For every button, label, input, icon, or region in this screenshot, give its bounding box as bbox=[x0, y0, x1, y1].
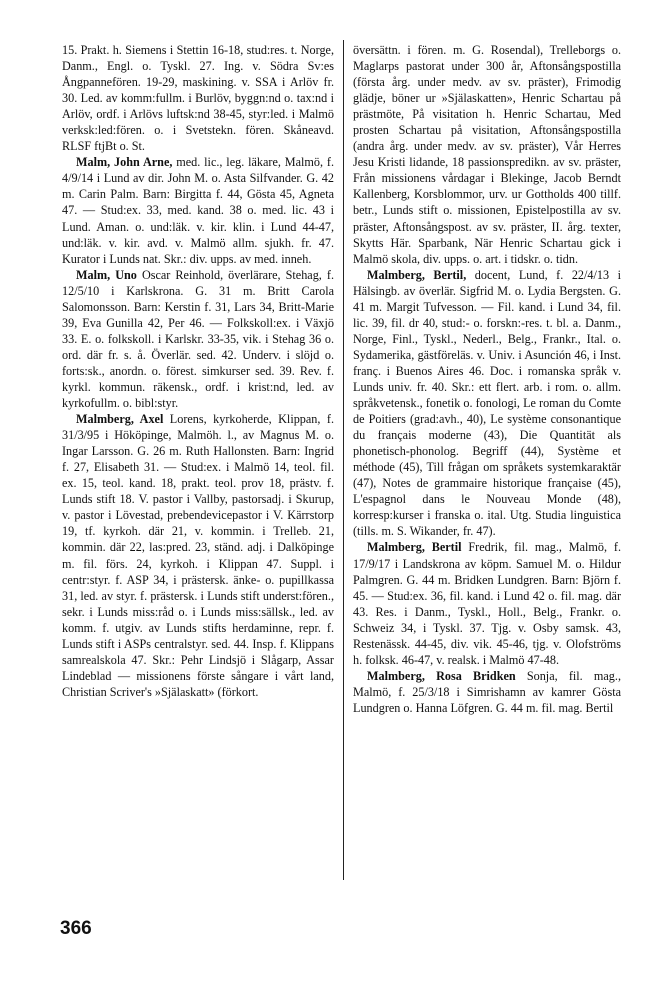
page-number: 366 bbox=[60, 918, 92, 939]
biographical-entry bbox=[62, 154, 334, 266]
column-divider bbox=[343, 40, 344, 880]
entry-name: Malmberg, Bertil, bbox=[367, 267, 467, 282]
entry-text: med. lic., leg. läkare, Malmö, f. 4/9/14 i Lund av dir. John M. o. Asta Silfvander. G. 42 m. Carin Palm. Barn: Birgitta f. 44, Gösta 45, Agneta 47. — Stud:ex. 33, med. kand. 38 o. med. lic. 43 i Lund. Aman. o. und:läk. v. kir. klin. i Lund 44-47, und:läk. v. kir. avd. v. Malmö allm. sjukh. fr. 47. Kurator i Lunds nat. Skr.: div. upps. av med. inneh. bbox=[62, 155, 334, 266]
biographical-entry bbox=[353, 539, 621, 667]
entry-text: Lorens, kyrkoherde, Klippan, f. 31/3/95 i Hököpinge, Malmöh. l., av Magnus M. o. Ingar Larsson. G. 26 m. Ruth Hallonsten. Barn: Ingrid f. 27, Elisabeth 31. — Stud:ex. i Malmö 14, teol. fil. ex. 15, teol. kand. 18, prakt. teol. prov 18, prästv. f. Lunds stift 18. V. pastor i Vallby, pastorsadj. i Skurup, v. pastor i Lövestad, prebendevicepastor i V. Kärrstorp 19, tf. kyrkoh. där 21, v. kommin. i Trelleb. 21, kommin. där 22, las:pred. 23, ständ. adj. i Dalköpinge m. fil. förs. 24, kyrkoh. i Klippan 47. Suppl. i centr:styr. f. ASP 34, i prästersk. änke- o. pupillkassa 31, led. av styr. f. prästersk. i Lunds stift underst:fören., sekr. i Lunds miss:råd o. i Lunds miss:sällsk., led. av komm. f. utgiv. av Lunds stifts herdaminne, repr. f. Lunds stift i ASPs centralstyr. sed. 44. Insp. f. Klippans samrealskola 47. Skr.: Pehr Lindsjö i Slågarp, Assar Lindeblad — missionens förste sångare i vårt land, Christian Scriver's »Själaskatt» (förkort. bbox=[62, 412, 334, 699]
biographical-entry bbox=[353, 267, 621, 540]
entry-continuation: 15. Prakt. h. Siemens i Stettin 16-18, stud:res. t. Norge, Danm., Engl. o. Tyskl. 27. Ing. v. Södra Sv:es Ångpannefören. 19-29, maskining. v. SSA i Arlöv fr. 30. Led. av komm:fullm. i Burlöv, byggn:nd o. tax:nd i Arlöv, ordf. i Arlövs luftsk:nd 38-45, styr:led. i Malmö verksk:led:fören. o. i Svetstekn. fören. Skåneavd. RLSF ftjBt o. St. bbox=[62, 43, 334, 154]
left-column bbox=[62, 42, 334, 700]
biographical-entry bbox=[62, 411, 334, 700]
biographical-entry bbox=[353, 668, 621, 716]
entry-text: Sonja, fil. mag., Malmö, f. 25/3/18 i Simrishamn av kamrer Gösta Lundgren o. Hanna Löfgren. G. 44 m. fil. mag. Bertil bbox=[353, 668, 621, 715]
entry-text: Fredrik, fil. mag., Malmö, f. 17/9/17 i Landskrona av köpm. Samuel M. o. Hildur Palmgren. G. 44 m. Bridken Lundgren. Barn: Björn f. 45. — Stud:ex. 36, fil. kand. i Lund 42 o. fil. mag. där 43. Res. i Danm., Tyskl., Holl., Belg., Frankr. o. Schweiz 34, i Tyskl. 37. Tjg. v. Osby samsk. 43, Restenässk. 44-45, div. vik. 45-46, tjg. v. Olofströms h. folksk. 46-47, v. realsk. i Malmö 47-48. bbox=[353, 540, 621, 667]
entry-name: Malmberg, Rosa Bridken bbox=[367, 668, 516, 683]
entry-text: Oscar Reinhold, överlärare, Stehag, f. 12/5/10 i Karlskrona. G. 31 m. Britt Carola Salomonsson. Barn: Kerstin f. 31, Lars 34, Britt-Marie 39, Eva Gunilla 42, Per 46. — Folkskoll:ex. i Växjö 33. E. o. folkskoll. i Karlskr. 33-35, vik. i Stehag 36 o. ord. där fr. s. å. Överlär. sed. 42. Underv. i slöjd o. forts:sk., anordn. o. förest. simkurser sed. 39. Rev. f. kyrkl. kommun. räkensk., ordf. i krist:nd, led. av kyrkofullm. o. bibl:styr. bbox=[62, 267, 334, 411]
entry-name: Malm, Uno bbox=[76, 267, 137, 282]
entry-text: docent, Lund, f. 22/4/13 i Hälsingb. av överlär. Sigfrid M. o. Lydia Bergsten. G. 41 m. Margit Tufvesson. — Fil. kand. i Lund 34, fil. lic. 39, fil. dr 40, stud:- o. forskn:-res. t. bl. a. Danm., Norge, Finl., Tyskl., Nederl., Belg., Frankr., Ital. o. Sydamerika, gästföreläs. v. Univ. i Asunción 46, i Inst. franç. i Buenos Aires 46. Doc. i romanska språk v. Lunds univ. fr. 40. Skr.: ett flert. arb. i rom. o. allm. språkvetensk., fonetik o. fonologi, Le roman du Comte de Poitiers (grad:avh., 40), Le système consonantique du français moderne (43), Die Quantität als phonetisch-phonolog. Begriff (44), Système et méthode (45), Till frågan om språkets systemkaraktär (47), Notes de grammaire historique française (45), L'espagnol dans le Nouveau Monde (48), korresp:kurser i franska o. ital. Utg. Studia linguistica (tills. m. S. Wikander, fr. 47). bbox=[353, 267, 621, 539]
entry-continuation: översättn. i fören. m. G. Rosendal), Trelleborgs o. Maglarps pastorat under 300 år, Aftonsångspostilla (första årg. under medv. av sv. präster), Frimodig glädje, böner ur »Själaskatten», Henric Schartau på prästmöte, På visitation h. Henric Schartau, Med prosten Schartau på visitation, Aftonsångspostilla (andra årg. under medv. av sv. präster), Vår Herres Jesu Kristi lidande, 18 passionspredikn. av sv. präster, Från missionens vårdagar i Blekinge, Jacob Berndt Kallenberg, Korsblommor, urv. ur Gottholds 400 tillf. betr., Lunds stift o. missionen, Epistelpostilla av sv. präster, Aftonsångspost. av sv. präster, II. årg. texter, Skytts Här. Sparbank, När Henric Schartau gick i Malmö skola, div. upps. o. art. i tidskr. o. tidn. bbox=[353, 43, 621, 266]
right-column bbox=[353, 42, 621, 716]
biographical-entry bbox=[62, 267, 334, 411]
entry-name: Malm, John Arne, bbox=[76, 155, 173, 170]
entry-name: Malmberg, Axel bbox=[76, 412, 164, 427]
entry-name: Malmberg, Bertil bbox=[367, 540, 462, 555]
